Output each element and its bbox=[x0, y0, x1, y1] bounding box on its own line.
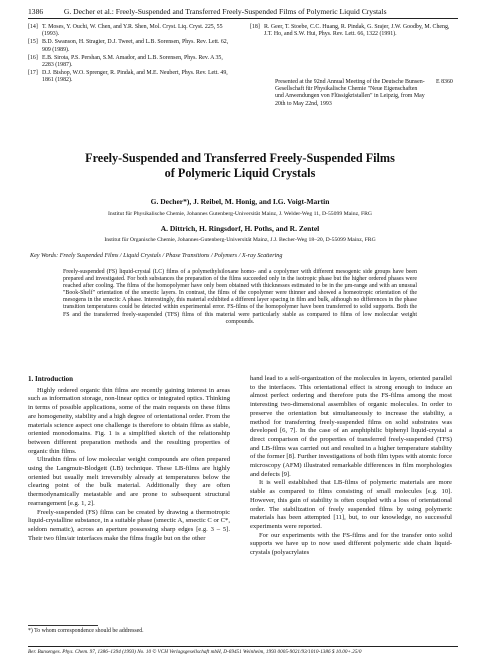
paragraph: hand lead to a self-organization of the molecules in layers, oriented parallel to the interfaces. This orientational effect is strong enough to induce an almost perfect ordering and therefore puts the FS-films among the most interesting two-dimensional assemblies of organic molecules. In order to preserve the orientation but simultaneously to increase the stability, a method for transferring freely-suspended films on solid substrates was developed [6, 7]. In the case of an amphiphilic biphenyl liquid-crystal a direct comparison of the properties of transferred freely-suspended (TFS) and LB-films was carried out and resulted in a higher temperature stability of the former [8]. Further investigations of both film types with atomic force microscopy (AFM) illustrated remarkable differences in film morphologies and defects [9]. bbox=[250, 375, 452, 478]
section-heading: 1. Introduction bbox=[28, 375, 73, 383]
abstract: Freely-suspended (FS) liquid-crystal (LC) films of a polymethylsiloxane homo- and a copolymer with different mesogenic side groups have been prepared and investigated. For both substances the preparation of the films succeeded only in the isotropic phase but the higher ordered phases were reached after cooling. The films of the homopolymer have only been obtained with thicknesses estimated to be in the µm-range and with an unusual "Book-Shelf" orientation of the smectic layers. In contrast, the films of the copolymer were thinner and showed a homeotropic orientation of the mesogens in the smectic A phase. Interestingly, this material exhibited a different layer spacing in film and bulk, although no differences in the phase transition temperatures could be detected within experimental error. FS-films of the homopolymer have been transferred to solid supports. Both the FS and the transferred freely-suspended (TFS) films of this material were particularly stable as compared to films of low molecular weight compounds. bbox=[63, 269, 417, 325]
reference-item: [15] B.D. Swanson, H. Stragier, D.J. Tweet, and L.B. Sorensen, Phys. Rev. Lett. 62, 909 (1989). bbox=[28, 39, 229, 53]
paragraph: It is well established that LB-films of polymeric materials are more stable as compared to films consisting of small molecules [e.g. 10]. However, this gain of stability is often coupled with a loss of orientational order. The stabilization of freely suspended films by using polymeric materials has been attempted [11], but, to our knowledge, no successful experiments were reported. bbox=[250, 479, 452, 530]
authors-group-2: A. Dittrich, H. Ringsdorf, H. Poths, and R. Zentel bbox=[160, 224, 320, 233]
footnote: *) To whom correspondence should be addressed. bbox=[28, 628, 144, 634]
keywords: Key Words: Freely Suspended Films / Liquid Crystals / Phase Transitions / Polymers / X-ray Scattering bbox=[30, 253, 283, 259]
reference-list-left bbox=[28, 24, 233, 86]
reference-list-right bbox=[250, 24, 455, 39]
paragraph: Freely-suspended (FS) films can be created by drawing a thermotropic liquid-crystalline substance, in a suitable phase (smectic A, smectic C or C*, seldom nematic), across an aperture possessing sharp edges [e.g. 3 – 5]. Their two film/air interfaces make the films fragile but on the other bbox=[28, 508, 230, 542]
page-footer: Ber. Bunsenges. Phys. Chem. 97, 1386–1394 (1993) No. 10 © VCH Verlagsgesellschaft mbH, D-69451 Weinheim, 1993 0005-9021/93/1010-1386 $ 10.00+.25/0 bbox=[28, 646, 458, 655]
paper-code: E 8360 bbox=[436, 79, 453, 85]
title-line: of Polymeric Liquid Crystals bbox=[164, 166, 316, 180]
body-column-right bbox=[250, 375, 452, 558]
page-number: 1386 bbox=[28, 7, 44, 16]
authors-group-1: G. Decher*), J. Reibel, M. Honig, and I.G. Voigt-Martin bbox=[150, 197, 330, 206]
paragraph: Highly ordered organic thin films are recently gaining interest in areas such as information storage, non-linear optics or integrated optics. Thinking in terms of possible applications, some of the main requests on these films are homogeneity, stability and a high degree of orientational order. From the materials science aspect one challenge is therefore to obtain films as stable, oriented monodomains. Fig. 1 is a simplified sketch of the relationship between different preparation methods and the resulting properties of organic thin films. bbox=[28, 386, 230, 455]
affiliation-2: Institut für Organische Chemie, Johannes-Gutenberg-Universität Mainz, J.J. Becher-Weg 18–20, D-55099 Mainz, FRG bbox=[104, 237, 376, 243]
paragraph: Ultrathin films of low molecular weight compounds are often prepared using the Langmuir-Blodgett (LB) technique. These LB-films are highly oriented but usually melt irreversibly already at temperatures below the clearing point of the bulk material. Additionally they are often thermodynamically metastable and are prone to subsequent structural rearrangement [e.g. 1, 2]. bbox=[28, 456, 230, 507]
reference-item: [17] D.J. Bishop, W.O. Sprenger, R. Pindak, and M.E. Neubert, Phys. Rev. Lett. 49, 1861 (1982). bbox=[28, 70, 228, 84]
footnote-rule bbox=[28, 625, 98, 626]
body-column-left bbox=[28, 375, 230, 543]
paper-title bbox=[40, 151, 440, 181]
paragraph: For our experiments with the FS-films and for the transfer onto solid supports we have up to now used different polymeric side chain liquid-crystals (polyacrylates bbox=[250, 531, 452, 557]
affiliation-1: Institut für Physikalische Chemie, Johannes Gutenberg-Universität Mainz, J. Welder-Weg 11, D-55099 Mainz, FRG bbox=[107, 211, 373, 217]
reference-item: [18] R. Geer, T. Stoebe, C.C. Huang, R. Pindak, G. Srajer, J.W. Goodby, M. Cheng, J.T. Ho, and S.W. Hui, Phys. Rev. Lett. 66, 1322 (1991). bbox=[250, 24, 450, 38]
running-header bbox=[28, 7, 458, 19]
reference-item: [14] T. Moses, Y. Ouchi, W. Chen, and Y.R. Shen, Mol. Cryst. Liq. Cryst. 225, 55 (1993). bbox=[28, 24, 223, 38]
presented-note: Presented at the 92nd Annual Meeting of the Deutsche Bunsen-Gesellschaft für Physikalische Chemie "Neue Eigenschaften und Anwendungen von Flüssigkristallen" in Leipzig, from May 20th to May 22nd, 1993 bbox=[275, 79, 425, 107]
title-line: Freely-Suspended and Transferred Freely-Suspended Films bbox=[85, 151, 395, 165]
reference-item: [16] E.B. Sirota, P.S. Pershan, S.M. Amador, and L.B. Sorensen, Phys. Rev. A 35, 2283 (1987). bbox=[28, 54, 223, 69]
running-title: G. Decher et al.: Freely-Suspended and Transferred Freely-Suspended Films of Polymeric Liquid Crystals bbox=[63, 7, 387, 16]
